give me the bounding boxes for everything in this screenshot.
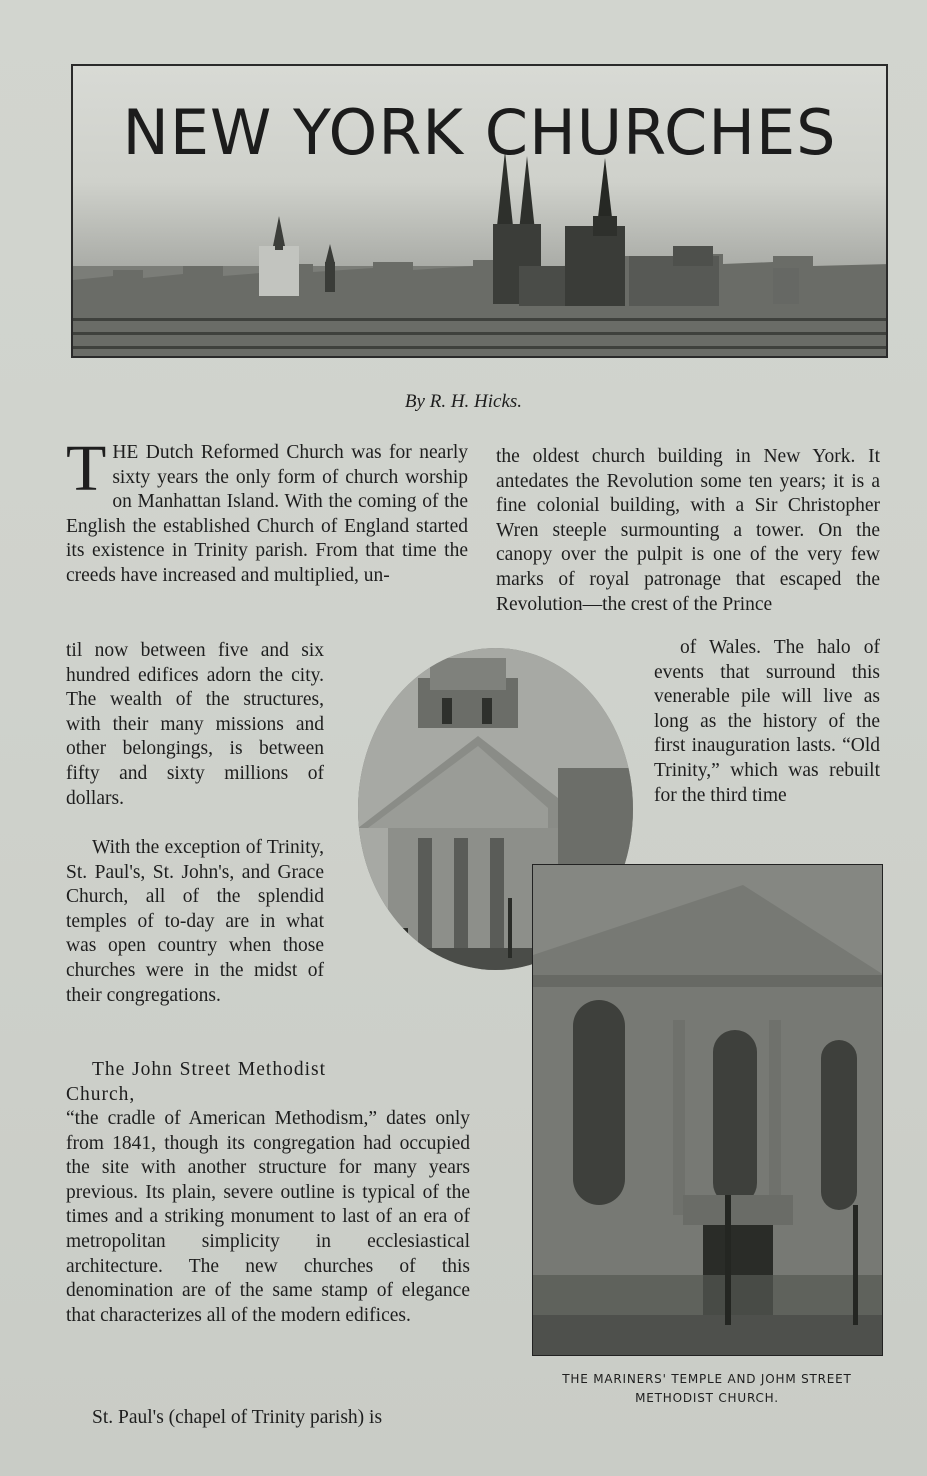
article-paragraph-methodism: “the cradle of American Methodism,” dates only from 1841, though its congregation had occupied the site with another structure for many years previous. Its plain, severe outline is typical of the times and a striking monument to last of an era of metropolitan simplicity in ecclesiastical architecture. The new churches of this denomination are of the same stamp of elegance that characterizes all of the modern edifices. (66, 1108, 470, 1326)
john-street-church-photo (532, 864, 883, 1356)
article-paragraph-oldest: the oldest church building in New York. It antedates the Revolution some ten years; it is a fine colonial building, with a Sir Christopher Wren steeple surmounting a tower. On the canopy over the pulpit is one of the very few marks of royal patronage that escaped the Revolution—the crest of the Prince (496, 446, 880, 615)
article-paragraph-halo: of Wales. The halo of events that surround this venerable pile will live as long as the history of the first inauguration lasts. “Old Trinity,” which was rebuilt for the third time (654, 637, 880, 806)
headline: NEW YORK CHURCHES (122, 96, 837, 169)
paragraph-text: HE Dutch Reformed Church was for nearly sixty years the only form of church worship on Manhattan Island. With the coming of the English the established Church of England started its existence in Trinity parish. From that time the creeds have increased and multiplied, un- (66, 442, 468, 586)
article-paragraph-exception: With the exception of Trinity, St. Paul's, St. John's, and Grace Church, all of the splendid temples of to-day are in what was open country when those churches were in the midst of their congregations. (66, 837, 324, 1006)
caption-line-2: METHODIST CHURCH. (635, 1391, 779, 1405)
article-paragraph-wealth: til now between five and six hundred edifices adorn the city. The wealth of the structures, with their many missions and other belongings, is between fifty and sixty millions of dollars. (66, 640, 324, 809)
article-paragraph-intro (66, 432, 468, 589)
skyline-banner (71, 64, 888, 358)
article-paragraph-st-pauls: St. Paul's (chapel of Trinity parish) is (92, 1407, 383, 1428)
byline: By R. H. Hicks. (404, 391, 523, 412)
article-paragraph-john-street: The John Street Methodist Church, (66, 1059, 326, 1105)
drop-cap: T (66, 432, 107, 505)
photo-caption (517, 1370, 897, 1408)
church-illustration (533, 865, 883, 1356)
caption-line-1: THE MARINERS' TEMPLE AND JOHM STREET (562, 1372, 852, 1386)
